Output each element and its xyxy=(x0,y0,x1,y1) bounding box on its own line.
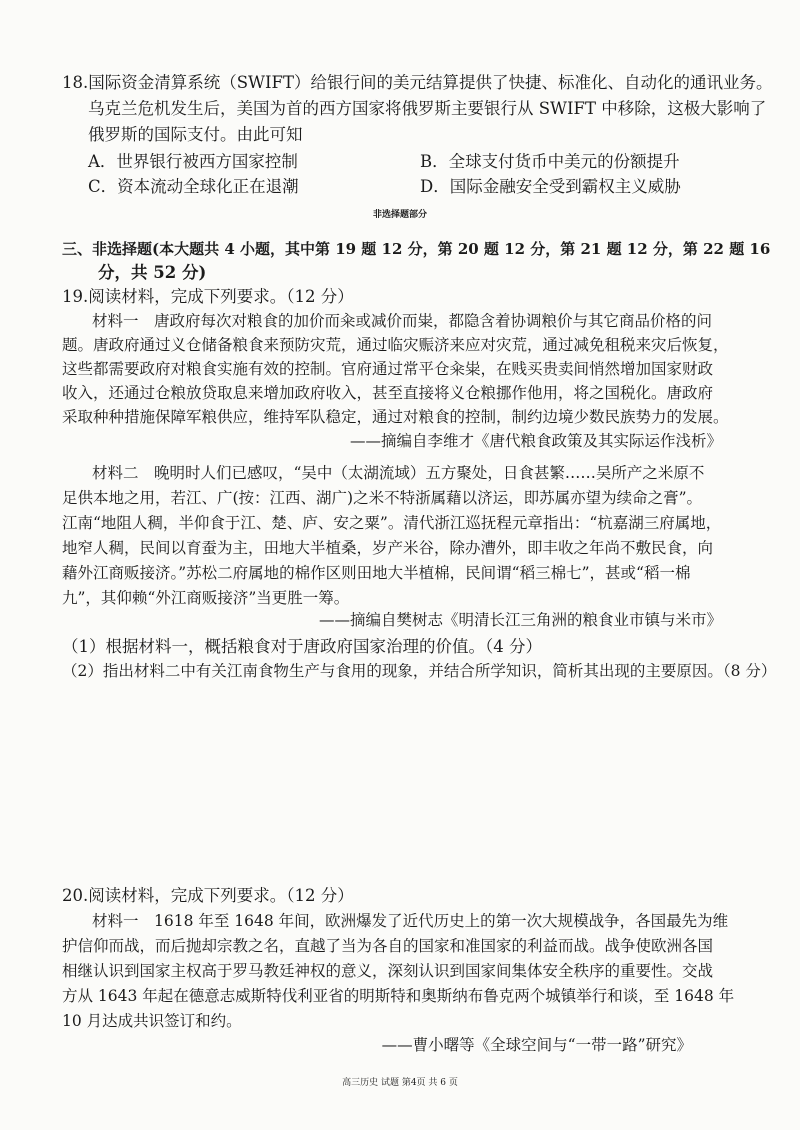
q19-material1-line-2: 题。唐政府通过义仓储备粮食来预防灾荒，通过临灾赈济来应对灾荒，通过减免租税来灾后恢复， xyxy=(62,336,729,354)
section-heading-line-2: 分，共 52 分) xyxy=(98,263,207,282)
q19-material2-line-1: 材料二 晚明时人们已感叹，“吴中（太湖流域）五方聚处，日食甚繁……吴所产之米原不 xyxy=(92,464,705,482)
page-footer: 高三历史 试题 第4页 共 6 页 xyxy=(342,1078,458,1088)
q19-material2-line-4: 地窄人稠，民间以育蚕为主，田地大半植桑，岁产米谷，除办漕外，即丰收之年尚不敷民食，向 xyxy=(62,539,714,557)
q18-line-1: 18.国际资金清算系统（SWIFT）给银行间的美元结算提供了快捷、标准化、自动化的通讯业务。 xyxy=(62,73,773,92)
q18-line-3: 俄罗斯的国际支付。由此可知 xyxy=(88,125,303,144)
q18-option-b: B．全球支付货币中美元的份额提升 xyxy=(420,152,680,171)
q19-source-2: ——摘编自樊树志《明清长江三角洲的粮食业市镇与米市》 xyxy=(318,611,722,629)
q20-intro: 20.阅读材料，完成下列要求。（12 分） xyxy=(62,886,354,905)
q18-option-a: A．世界银行被西方国家控制 xyxy=(88,152,298,171)
q18-option-c: C．资本流动全球化正在退潮 xyxy=(88,177,299,196)
q19-material1-line-1: 材料一 唐政府每次对粮食的加价而籴或减价而粜，都隐含着协调粮价与其它商品价格的问 xyxy=(92,312,713,330)
q19-material1-line-3: 这些都需要政府对粮食实施有效的控制。官府通过常平仓籴粜，在贱买贵卖间悄然增加国家财政 xyxy=(62,360,714,378)
q18-line-2: 乌克兰危机发生后，美国为首的西方国家将俄罗斯主要银行从 SWIFT 中移除，这极大影响了 xyxy=(88,99,767,118)
q18-option-d: D．国际金融安全受到霸权主义威胁 xyxy=(420,177,681,196)
q20-material1-line-5: 10 月达成共识签订和约。 xyxy=(62,1012,242,1030)
q19-material2-line-3: 江南“地阻人稠，半仰食于江、楚、庐、安之粟”。清代浙江巡抚程元章指出：“杭嘉湖三府属地， xyxy=(62,514,722,532)
q20-source-1: ——曹小曙等《全球空间与“一带一路”研究》 xyxy=(381,1036,692,1054)
q19-material2-line-5: 藉外江商贩接济。”苏松二府属地的棉作区则田地大半植棉，民间谓“稻三棉七”，甚或“稻一棉 xyxy=(62,564,691,582)
q19-material2-line-6: 九”，其仰赖“外江商贩接济”当更胜一筹。 xyxy=(62,589,350,607)
q19-sub-question-1: （1）根据材料一，概括粮食对于唐政府国家治理的价值。（4 分） xyxy=(62,637,542,656)
q20-material1-line-2: 护信仰而战，而后抛却宗教之名，直越了当为各自的国家和准国家的利益而战。战争使欧洲各国 xyxy=(62,937,714,955)
q19-material1-line-5: 采取种种措施保障军粮供应，维持军队稳定，通过对粮食的控制，制约边境少数民族势力的发展。 xyxy=(62,408,729,426)
q20-material1-line-1: 材料一 1618 年至 1648 年间，欧洲爆发了近代历史上的第一次大规模战争，各国最先为维 xyxy=(92,912,729,930)
q19-intro: 19.阅读材料，完成下列要求。（12 分） xyxy=(62,287,354,306)
q19-sub-question-2: （2）指出材料二中有关江南食物生产与食用的现象，并结合所学知识，简析其出现的主要原因。（8 分） xyxy=(62,662,777,680)
q19-material1-line-4: 收入，还通过仓粮放贷取息来增加政府收入，甚至直接将义仓粮挪作他用，将之国税化。唐政府 xyxy=(62,384,714,402)
q20-material1-line-4: 方从 1643 年起在德意志威斯特伐利亚省的明斯特和奥斯纳布鲁克两个城镇举行和谈，至 1648 年 xyxy=(62,987,735,1005)
q19-source-1: ——摘编自李维才《唐代粮食政策及其实际运作浅析》 xyxy=(349,432,722,450)
q20-material1-line-3: 相继认识到国家主权高于罗马教廷神权的意义，深刻认识到国家间集体安全秩序的重要性。交战 xyxy=(62,962,714,980)
q19-material2-line-2: 足供本地之用，若江、广(按：江西、湖广)之米不特浙属藉以济运，即苏属亦望为续命之膏”。 xyxy=(62,489,703,507)
section-title: 非选择题部分 xyxy=(372,210,427,220)
section-heading-line-1: 三、非选择题(本大题共 4 小题，其中第 19 题 12 分，第 20 题 12 分，第 21 题 12 分，第 22 题 16 xyxy=(62,240,771,258)
